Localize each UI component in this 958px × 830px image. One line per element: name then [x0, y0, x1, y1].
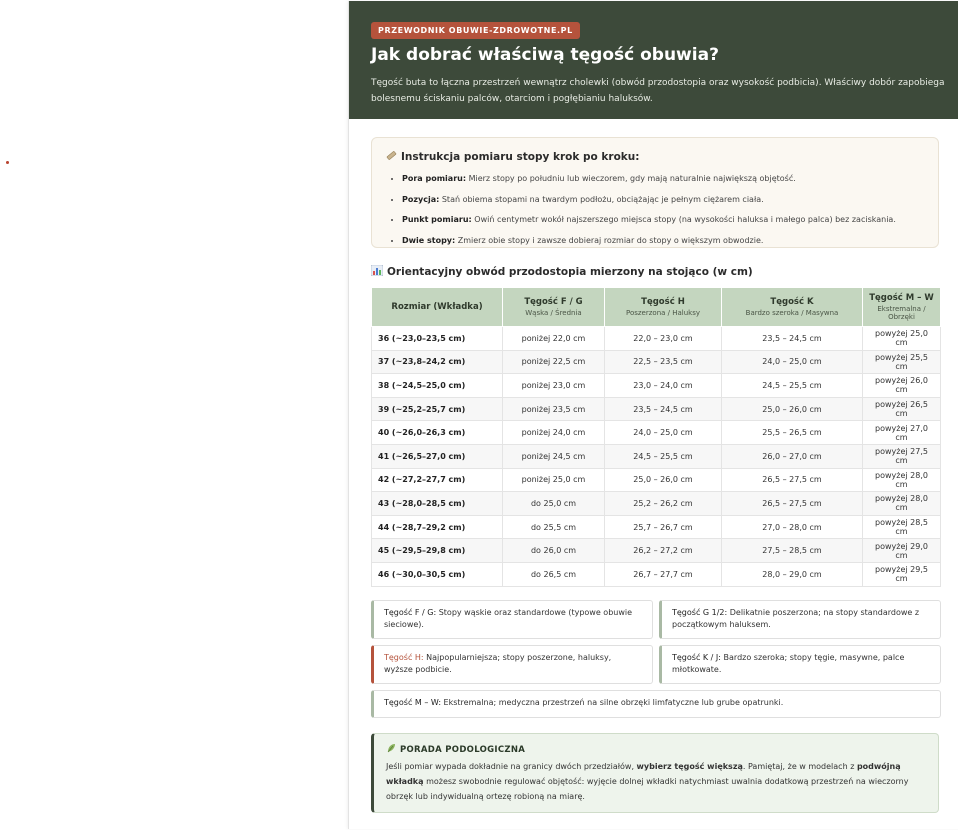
- table-cell: 26,5 – 27,5 cm: [722, 492, 863, 516]
- table-row: [372, 350, 941, 374]
- table-cell: 25,5 – 26,5 cm: [722, 421, 863, 445]
- note-text: Stopy wąskie oraz standardowe (typowe obuwie sieciowe).: [384, 608, 633, 629]
- decorative-dot: [6, 161, 9, 164]
- table-cell: poniżej 25,0 cm: [503, 468, 605, 492]
- note-text: Bardzo szeroka; stopy tęgie, masywne, palce młotkowate.: [672, 653, 905, 674]
- table-cell: powyżej 25,0 cm: [863, 327, 941, 351]
- table-cell: 24,5 – 25,5 cm: [722, 374, 863, 398]
- list-item: [402, 169, 924, 190]
- table-cell: 27,0 – 28,0 cm: [722, 515, 863, 539]
- table-cell: do 26,5 cm: [503, 562, 605, 586]
- table-row: [372, 374, 941, 398]
- table-cell: 26,2 – 27,2 cm: [605, 539, 722, 563]
- list-item: [402, 231, 924, 252]
- table-cell: 25,0 – 26,0 cm: [605, 468, 722, 492]
- table-cell: 26,7 – 27,7 cm: [605, 562, 722, 586]
- table-cell: poniżej 24,0 cm: [503, 421, 605, 445]
- item-text: Owiń centymetr wokół najszerszego miejsca stopy (na wysokości haluksa i małego palca) bez zaciskania.: [471, 215, 896, 224]
- item-label: Pora pomiaru:: [402, 174, 467, 183]
- table-cell: powyżej 27,5 cm: [863, 444, 941, 468]
- table-cell: poniżej 24,5 cm: [503, 444, 605, 468]
- table-cell: powyżej 26,5 cm: [863, 397, 941, 421]
- table-cell: 23,0 – 24,0 cm: [605, 374, 722, 398]
- list-item: [402, 210, 924, 231]
- table-row: [372, 562, 941, 586]
- table-cell: do 26,0 cm: [503, 539, 605, 563]
- item-label: Dwie stopy:: [402, 235, 456, 245]
- table-cell: 22,5 – 23,5 cm: [605, 350, 722, 374]
- item-label: Pozycja:: [402, 194, 440, 204]
- table-cell: 23,5 – 24,5 cm: [605, 397, 722, 421]
- column-header: Tęgość H Poszerzona / Haluksy: [605, 288, 722, 327]
- tip-emphasis: podwójną wkładką: [386, 762, 901, 786]
- instructions-heading: [386, 150, 924, 163]
- note-label: Tęgość H:: [384, 653, 424, 662]
- table-cell: do 25,0 cm: [503, 492, 605, 516]
- size-cell: 45 (~29,5–29,8 cm): [372, 539, 503, 563]
- list-item: [402, 190, 924, 211]
- table-cell: 27,5 – 28,5 cm: [722, 539, 863, 563]
- page-title: Jak dobrać właściwą tęgość obuwia?: [371, 45, 719, 65]
- podiatry-tip: [371, 733, 939, 813]
- note-text: Ekstremalna; medyczna przestrzeń na silne obrzęki limfatyczne lub grube opatrunki.: [441, 698, 784, 707]
- size-width-table: [371, 287, 941, 587]
- note-width-fg: [371, 600, 653, 639]
- table-cell: 24,0 – 25,0 cm: [605, 421, 722, 445]
- table-cell: do 25,5 cm: [503, 515, 605, 539]
- note-label: Tęgość K / J:: [672, 653, 721, 662]
- table-cell: powyżej 27,0 cm: [863, 421, 941, 445]
- note-label: Tęgość M – W:: [384, 698, 442, 707]
- table-cell: 25,2 – 26,2 cm: [605, 492, 722, 516]
- item-text: Stań obiema stopami na twardym podłożu, obciążając je pełnym ciężarem ciała.: [439, 194, 764, 204]
- size-cell: 40 (~26,0–26,3 cm): [372, 421, 503, 445]
- item-text: Mierz stopy po południu lub wieczorem, gdy mają naturalnie największą objętość.: [466, 174, 796, 183]
- column-header: Tęgość M – W Ekstremalna / Obrzęki: [863, 288, 941, 327]
- source-badge: PRZEWODNIK OBUWIE-ZDROWOTNE.PL: [371, 22, 580, 39]
- note-width-mw: [371, 690, 941, 718]
- size-cell: 41 (~26,5–27,0 cm): [372, 444, 503, 468]
- tip-emphasis: wybierz tęgość większą: [636, 762, 743, 771]
- note-text: Delikatnie poszerzona; na stopy standardowe z początkowym haluksem.: [672, 608, 920, 629]
- table-cell: powyżej 28,0 cm: [863, 492, 941, 516]
- bar-chart-icon: [371, 265, 383, 276]
- table-row: [372, 421, 941, 445]
- table-header-row: [372, 288, 941, 327]
- intro-text: Tęgość buta to łączna przestrzeń wewnątrz cholewki (obwód przodostopia oraz wysokość podbicia). Właściwy dobór zapobiega bolesnemu ściskaniu palców, otarciom i pogłębianiu haluksów.: [371, 78, 945, 104]
- size-cell: 43 (~28,0–28,5 cm): [372, 492, 503, 516]
- table-cell: 26,0 – 27,0 cm: [722, 444, 863, 468]
- instructions-title: Instrukcja pomiaru stopy krok po kroku:: [401, 151, 640, 163]
- note-label: Tęgość F / G:: [384, 608, 437, 617]
- size-cell: 37 (~23,8–24,2 cm): [372, 350, 503, 374]
- table-cell: 22,0 – 23,0 cm: [605, 327, 722, 351]
- tip-heading: [386, 743, 926, 755]
- table-cell: 24,0 – 25,0 cm: [722, 350, 863, 374]
- table-cell: powyżej 28,0 cm: [863, 468, 941, 492]
- table-row: [372, 539, 941, 563]
- note-label: Tęgość G 1/2:: [672, 608, 728, 617]
- column-header: Tęgość K Bardzo szeroka / Masywna: [722, 288, 863, 327]
- instructions-list: [386, 169, 924, 251]
- size-cell: 46 (~30,0–30,5 cm): [372, 562, 503, 586]
- table-section-heading: [371, 265, 753, 278]
- table-row: [372, 492, 941, 516]
- size-cell: 44 (~28,7–29,2 cm): [372, 515, 503, 539]
- leaf-icon: [386, 743, 396, 753]
- table-cell: poniżej 22,0 cm: [503, 327, 605, 351]
- table-row: [372, 444, 941, 468]
- table-row: [372, 515, 941, 539]
- table-row: [372, 468, 941, 492]
- tip-text: Jeśli pomiar wypada dokładnie na granicy dwóch przedziałów, wybierz tęgość większą. Pamiętaj, że w modelach z podwójną wkładką możesz swobodnie regulować objętość: wyjęcie dolnej wkładki natychmiast uwalnia dodatkową przestrzeń na wieczorny obrzęk lub indywidualną ortezę robioną na miarę.: [386, 762, 909, 801]
- item-label: Punkt pomiaru:: [402, 215, 472, 224]
- note-width-h: [371, 645, 653, 684]
- size-cell: 39 (~25,2–25,7 cm): [372, 397, 503, 421]
- tip-title: PORADA PODOLOGICZNA: [400, 745, 526, 755]
- table-cell: 25,7 – 26,7 cm: [605, 515, 722, 539]
- table-cell: powyżej 28,5 cm: [863, 515, 941, 539]
- table-cell: powyżej 25,5 cm: [863, 350, 941, 374]
- table-cell: 25,0 – 26,0 cm: [722, 397, 863, 421]
- size-cell: 42 (~27,2–27,7 cm): [372, 468, 503, 492]
- ruler-icon: [386, 150, 397, 161]
- column-header: Rozmiar (Wkładka): [372, 288, 503, 327]
- table-row: [372, 327, 941, 351]
- article-card: [348, 1, 958, 829]
- table-row: [372, 397, 941, 421]
- table-cell: poniżej 22,5 cm: [503, 350, 605, 374]
- size-cell: 38 (~24,5–25,0 cm): [372, 374, 503, 398]
- note-width-kj: [659, 645, 941, 684]
- measurement-instructions: [371, 137, 939, 248]
- table-cell: poniżej 23,0 cm: [503, 374, 605, 398]
- table-section-title: Orientacyjny obwód przodostopia mierzony na stojąco (w cm): [387, 266, 753, 278]
- table-cell: 24,5 – 25,5 cm: [605, 444, 722, 468]
- header-banner: [349, 1, 958, 119]
- note-width-g12: [659, 600, 941, 639]
- table-cell: 28,0 – 29,0 cm: [722, 562, 863, 586]
- column-header: Tęgość F / G Wąska / Średnia: [503, 288, 605, 327]
- table-cell: poniżej 23,5 cm: [503, 397, 605, 421]
- table-cell: 23,5 – 24,5 cm: [722, 327, 863, 351]
- table-cell: powyżej 26,0 cm: [863, 374, 941, 398]
- size-cell: 36 (~23,0–23,5 cm): [372, 327, 503, 351]
- table-cell: powyżej 29,0 cm: [863, 539, 941, 563]
- table-cell: 26,5 – 27,5 cm: [722, 468, 863, 492]
- note-text: Najpopularniejsza; stopy poszerzone, haluksy, wyższe podbicie.: [384, 653, 612, 674]
- item-text: Zmierz obie stopy i zawsze dobieraj rozmiar do stopy o większym obwodzie.: [455, 235, 764, 245]
- table-cell: powyżej 29,5 cm: [863, 562, 941, 586]
